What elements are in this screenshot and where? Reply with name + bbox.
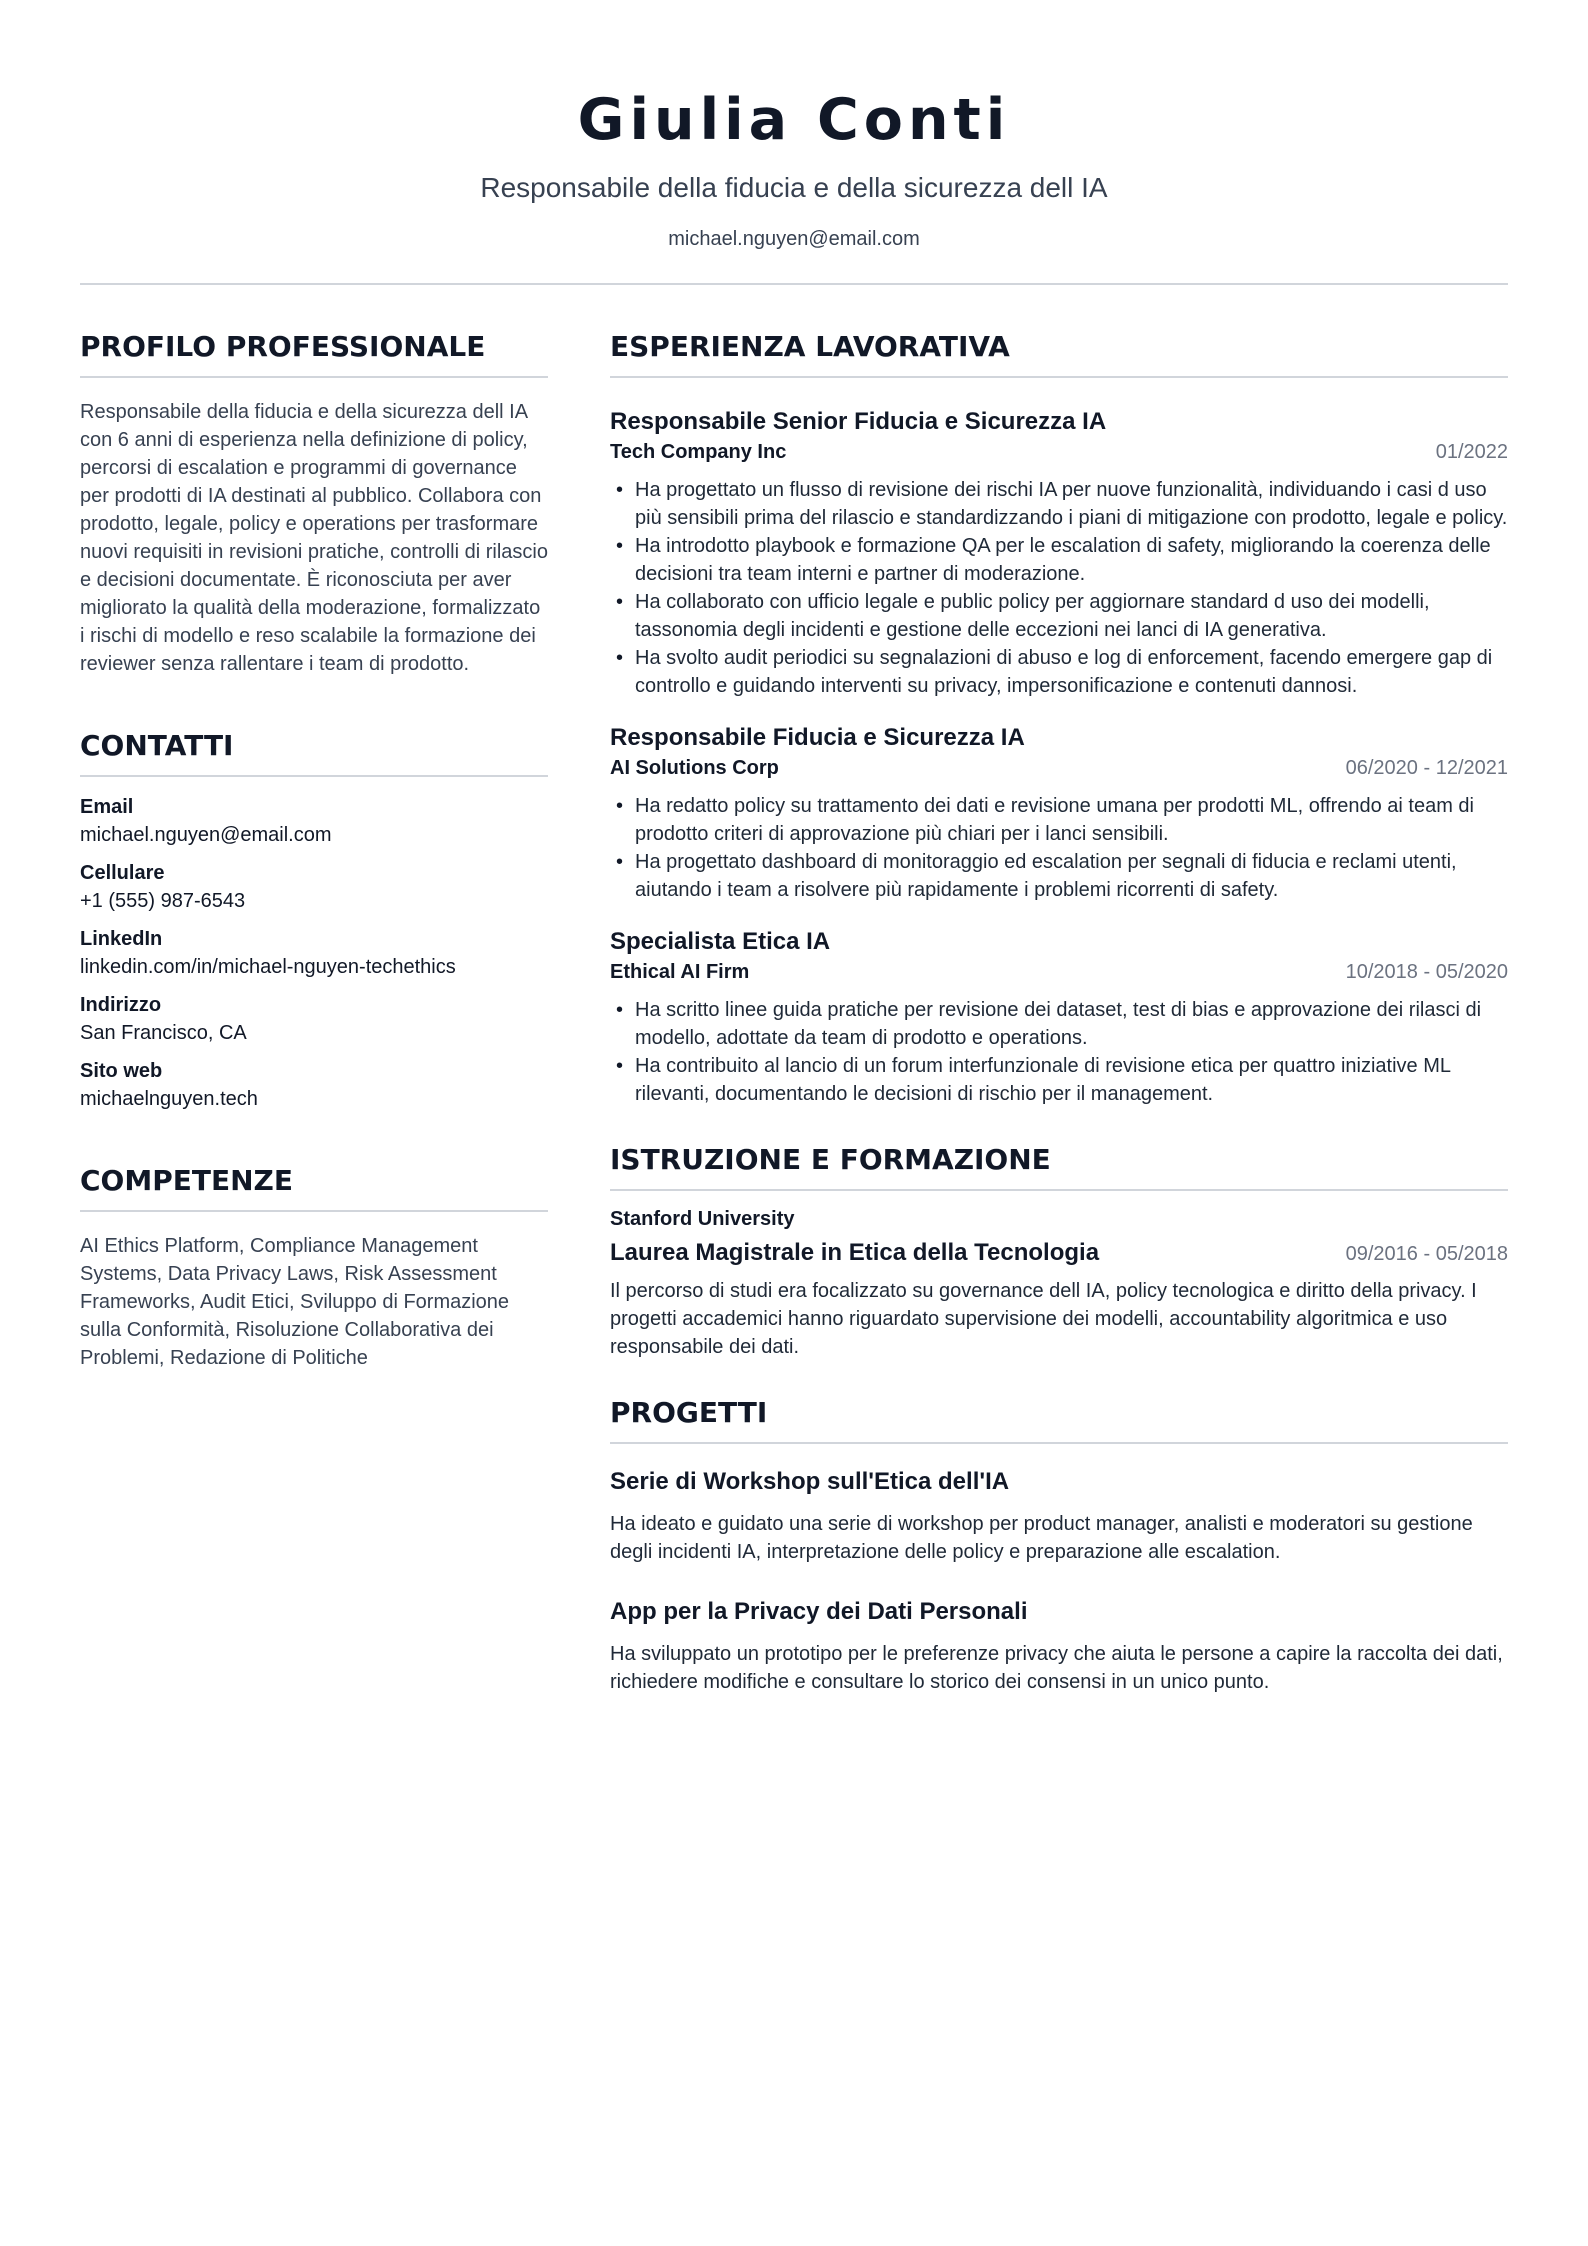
job-entry — [610, 722, 1508, 904]
contact-label: Sito web — [80, 1060, 163, 1082]
job-bullets — [610, 792, 1508, 904]
header-email: michael.nguyen@email.com — [668, 228, 920, 250]
job-bullets — [610, 476, 1508, 700]
contact-email — [80, 793, 548, 849]
job-title: Responsabile Fiducia e Sicurezza IA — [610, 724, 1025, 751]
job-meta — [610, 754, 1508, 782]
contact-value: +1 (555) 987-6543 — [80, 890, 246, 912]
contact-website — [80, 1057, 548, 1113]
project-title: App per la Privacy dei Dati Personali — [610, 1598, 1028, 1625]
job-title: Responsabile Senior Fiducia e Sicurezza IA — [610, 408, 1107, 435]
project-title: Serie di Workshop sull'Etica dell'IA — [610, 1468, 1010, 1495]
right-column — [610, 329, 1508, 1696]
profile-section — [80, 329, 548, 678]
job-bullet: • Ha contribuito al lancio di un forum interfunzionale di revisione etica per quattro iniziative ML rilevanti, documentando le decisioni di rischio per il management. — [610, 1052, 1508, 1108]
contacts-section — [80, 728, 548, 1113]
candidate-title: Responsabile della fiducia e della sicurezza dell IA — [480, 172, 1108, 203]
project-entry — [610, 1466, 1508, 1566]
education-row — [610, 1237, 1508, 1269]
contact-value: michaelnguyen.tech — [80, 1088, 258, 1110]
job-title: Specialista Etica IA — [610, 928, 831, 955]
job-meta — [610, 438, 1508, 466]
job-entry — [610, 406, 1508, 700]
left-column — [80, 329, 548, 1696]
job-company: Ethical AI Firm — [610, 961, 750, 983]
job-bullets — [610, 996, 1508, 1108]
contact-label: Indirizzo — [80, 994, 162, 1016]
job-entry — [610, 926, 1508, 1108]
job-bullet: • Ha progettato un flusso di revisione dei rischi IA per nuove funzionalità, individuando i casi d uso più sensibili prima del rilascio e standardizzando i piani di mitigazione con prodotto, legale e policy. — [610, 476, 1508, 532]
contact-value: linkedin.com/in/michael-nguyen-techethics — [80, 956, 456, 978]
job-bullet: • Ha scritto linee guida pratiche per revisione dei dataset, test di bias e approvazione dei rilasci di modello, adottate da team di prodotto e operations. — [610, 996, 1508, 1052]
project-description: Ha ideato e guidato una serie di workshop per product manager, analisti e moderatori su gestione degli incidenti IA, interpretazione delle policy e preparazione alle escalation. — [610, 1513, 1473, 1563]
education-school: Stanford University — [610, 1208, 795, 1230]
job-meta — [610, 958, 1508, 986]
skills-text: AI Ethics Platform, Compliance Management Systems, Data Privacy Laws, Risk Assessment Frameworks, Audit Etici, Sviluppo di Formazione sulla Conformità, Risoluzione Collaborativa dei Problemi, Redazione di Politiche — [80, 1235, 510, 1369]
profile-heading: PROFILO PROFESSIONALE — [80, 329, 548, 378]
profile-text: Responsabile della fiducia e della sicurezza dell IA con 6 anni di esperienza nella definizione di policy, percorsi di escalation e programmi di governance per prodotti di IA destinati al pubblico. Collabora con prodotto, legale, policy e operations per trasformare nuovi requisiti in revisioni pratiche, controlli di rilascio e decisioni documentate. È riconosciuta per aver migliorato la qualità della moderazione, formalizzato i rischi di modello e reso scalabile la formazione dei reviewer senza rallentare i team di prodotto. — [80, 401, 548, 675]
job-dates: 06/2020 - 12/2021 — [1345, 757, 1508, 779]
skills-section — [80, 1163, 548, 1372]
education-heading: ISTRUZIONE E FORMAZIONE — [610, 1142, 1508, 1191]
job-company: Tech Company Inc — [610, 441, 787, 463]
job-dates: 01/2022 — [1435, 441, 1508, 463]
projects-heading: PROGETTI — [610, 1395, 1508, 1444]
education-section — [610, 1142, 1508, 1361]
contacts-heading: CONTATTI — [80, 728, 548, 777]
contact-list — [80, 793, 548, 1113]
experience-heading: ESPERIENZA LAVORATIVA — [610, 329, 1508, 378]
experience-section — [610, 329, 1508, 1108]
contact-phone — [80, 859, 548, 915]
project-description: Ha sviluppato un prototipo per le preferenze privacy che aiuta le persone a capire la raccolta dei dati, richiedere modifiche e consultare lo storico dei consensi in un unico punto. — [610, 1643, 1503, 1693]
header-divider — [80, 283, 1508, 285]
skills-heading: COMPETENZE — [80, 1163, 548, 1212]
contact-address — [80, 991, 548, 1047]
job-dates: 10/2018 - 05/2020 — [1345, 961, 1508, 983]
education-degree: Laurea Magistrale in Etica della Tecnologia — [610, 1239, 1100, 1266]
contact-linkedin — [80, 925, 548, 981]
project-entry — [610, 1596, 1508, 1696]
contact-label: Cellulare — [80, 862, 165, 884]
contact-label: LinkedIn — [80, 928, 163, 950]
contact-label: Email — [80, 796, 134, 818]
job-bullet: • Ha progettato dashboard di monitoraggio ed escalation per segnali di fiducia e reclami utenti, aiutando i team a risolvere più rapidamente i problemi ricorrenti di safety. — [610, 848, 1508, 904]
job-bullet: • Ha collaborato con ufficio legale e public policy per aggiornare standard d uso dei modelli, tassonomia degli incidenti e gestione delle eccezioni nei lanci di IA generativa. — [610, 588, 1508, 644]
job-company: AI Solutions Corp — [610, 757, 779, 779]
resume-header — [80, 0, 1508, 252]
two-column-layout — [80, 329, 1508, 1696]
contact-value: michael.nguyen@email.com — [80, 824, 332, 846]
education-dates: 09/2016 - 05/2018 — [1345, 1243, 1508, 1265]
projects-section — [610, 1395, 1508, 1696]
contact-value: San Francisco, CA — [80, 1022, 247, 1044]
education-description: Il percorso di studi era focalizzato su governance dell IA, policy tecnologica e diritto della privacy. I progetti accademici hanno riguardato supervisione dei modelli, accountability algoritmica e uso responsabile dei dati. — [610, 1280, 1477, 1358]
job-bullet: • Ha svolto audit periodici su segnalazioni di abuso e log di enforcement, facendo emergere gap di controllo e guidando interventi su privacy, impersonificazione e contenuti dannosi. — [610, 644, 1508, 700]
candidate-name: Giulia Conti — [577, 87, 1011, 153]
job-bullet: • Ha redatto policy su trattamento dei dati e revisione umana per prodotti ML, offrendo ai team di prodotto criteri di approvazione più chiari per i lanci sensibili. — [610, 792, 1508, 848]
job-bullet: • Ha introdotto playbook e formazione QA per le escalation di safety, migliorando la coerenza delle decisioni tra team interni e partner di moderazione. — [610, 532, 1508, 588]
